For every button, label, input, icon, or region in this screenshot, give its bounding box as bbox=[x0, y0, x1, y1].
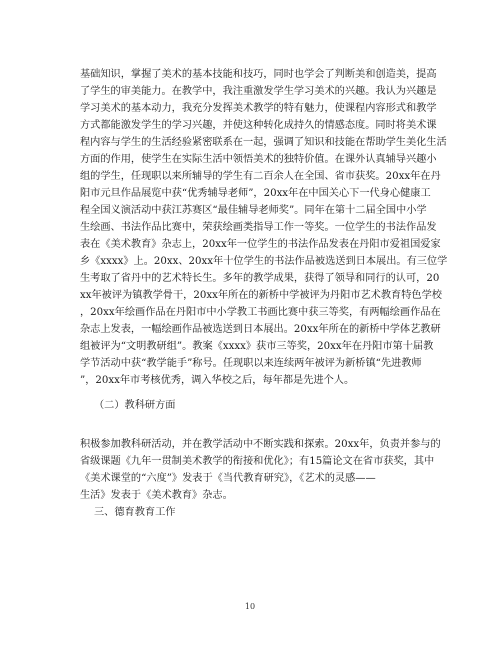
paragraph-line: 学习美术的基本动力，我充分发挥美术教学的特有魅力，使课程内容形式和教学 bbox=[80, 103, 437, 114]
paragraph-line: 组被评为“文明教研组”。教案《xxxx》获市三等奖，20xx年在丹阳市第十届教 bbox=[80, 341, 434, 352]
paragraph-line: 《美术课堂的“六度”》发表于《当代教育研究》，《艺术的灵感—— bbox=[80, 473, 376, 484]
section-heading: （二）教科研方面 bbox=[94, 400, 176, 411]
paragraph-line: 程内容与学生的生活经验紧密联系在一起，强调了知识和技能在帮助学生美化生活 bbox=[80, 137, 447, 148]
paragraph-line: 乡《xxxx》上。20xx、20xx年十位学生的书法作品被选送到日本展出。有三位学 bbox=[80, 256, 448, 267]
paragraph-line: 积极参加教科研活动，并在教学活动中不断实践和探索。20xx年，负责并参与的 bbox=[80, 439, 441, 450]
page-number: 10 bbox=[244, 602, 256, 611]
paragraph-line: 生考取了省丹中的艺术特长生。多年的教学成果，获得了领导和同行的认可，20 bbox=[80, 273, 440, 284]
paragraph-line: xx年被评为镇教学骨干，20xx年所在的新桥中学被评为丹阳市艺术教育特色学校 bbox=[80, 290, 442, 301]
paragraph-line: 杂志上发表，一幅绘画作品被选送到日本展出。20xx年所在的新桥中学体艺教研 bbox=[80, 324, 441, 335]
paragraph-line: 程全国义演活动中获江苏赛区“最佳辅导老师奖”。同年在第十二届全国中小学 bbox=[80, 205, 427, 216]
section-heading: 三、德育教育工作 bbox=[94, 507, 176, 518]
paragraph-line: ，20xx年绘画作品在丹阳市中小学教工书画比赛中获三等奖，有两幅绘画作品在 bbox=[80, 307, 441, 318]
paragraph-line: 方式都能激发学生的学习兴趣，并使这种转化成持久的情感态度。同时将美术课 bbox=[80, 120, 437, 131]
paragraph-line: ”，20xx年市考核优秀，调入华校之后，每年都是先进个人。 bbox=[80, 375, 355, 386]
paragraph-line: 阳市元旦作品展览中获“优秀辅导老师”，20xx年在中国关心下一代身心健康工 bbox=[80, 188, 431, 199]
paragraph-line: 方面的作用，使学生在实际生活中领悟美术的独特价值。在课外认真辅导兴趣小 bbox=[80, 154, 437, 165]
paragraph-line: 组的学生，任现职以来所辅导的学生有二百余人在全国、省市获奖。20xx年在丹 bbox=[80, 171, 441, 182]
paragraph-line: 基础知识，掌握了美术的基本技能和技巧，同时也学会了判断美和创造美，提高 bbox=[80, 69, 437, 80]
paragraph-line: 了学生的审美能力。在教学中，我注重激发学生学习美术的兴趣。我认为兴趣是 bbox=[80, 86, 437, 97]
paragraph-line: 学节活动中获“教学能手”称号。任现职以来连续两年被评为新桥镇“先进教师 bbox=[80, 358, 422, 369]
paragraph-line: 表在《美术教育》杂志上，20xx年一位学生的书法作品发表在丹阳市爱祖国爱家 bbox=[80, 239, 441, 250]
paragraph-line: 生活》发表于《美术教育》杂志。 bbox=[80, 490, 233, 501]
paragraph-line: 生绘画、书法作品比赛中，荣获绘画类指导工作一等奖。一位学生的书法作品发 bbox=[80, 222, 437, 233]
paragraph-line: 省级课题《九年一贯制美术教学的衔接和优化》；有15篇论文在省市获奖，其中 bbox=[80, 456, 435, 467]
